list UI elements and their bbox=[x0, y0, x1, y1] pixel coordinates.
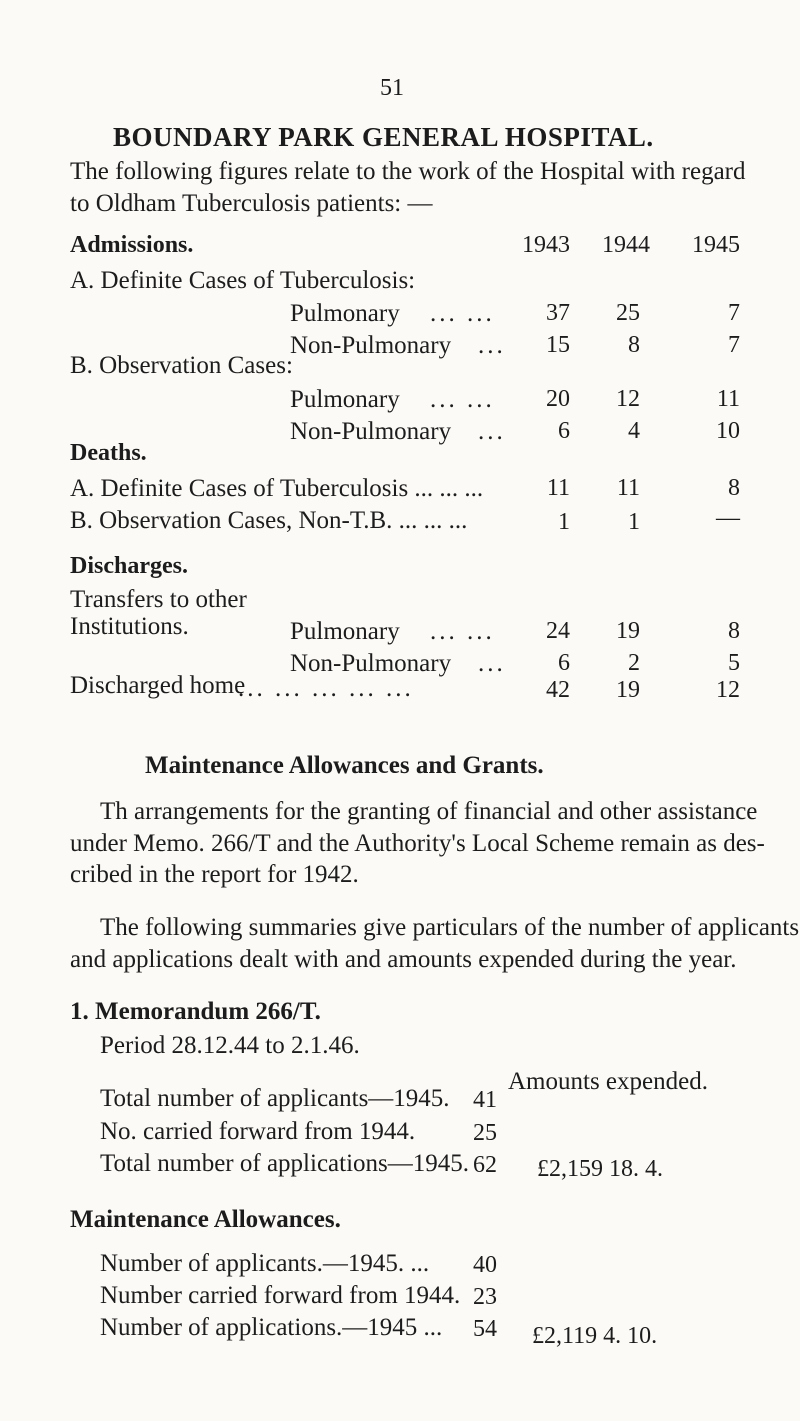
year-header-1945: 1945 bbox=[692, 232, 740, 258]
page-number: 51 bbox=[380, 75, 404, 101]
dis-row-1-1945: 8 bbox=[728, 618, 740, 644]
admissions-a-label: A. Definite Cases of Tuberculosis: bbox=[70, 267, 416, 294]
adm-row-4-1943: 6 bbox=[558, 418, 570, 444]
page-title: BOUNDARY PARK GENERAL HOSPITAL. bbox=[113, 122, 654, 152]
dis-row-1-1943: 24 bbox=[546, 618, 570, 644]
death-row-1-1943: 11 bbox=[546, 475, 570, 501]
memo-amount: £2,159 18. 4. bbox=[537, 1156, 663, 1182]
para1-line-1: Th arrangements for the granting of financial and other assistance bbox=[100, 798, 758, 825]
allow-amount: £2,119 4. 10. bbox=[532, 1323, 658, 1349]
year-header-1943: 1943 bbox=[522, 232, 570, 258]
allow-row-1-value: 40 bbox=[473, 1252, 497, 1278]
allow-row-2-value: 23 bbox=[473, 1284, 497, 1310]
death-row-2-1943: 1 bbox=[558, 509, 570, 535]
memo-period: Period 28.12.44 to 2.1.46. bbox=[100, 1032, 360, 1059]
adm-row-4-label: Non-Pulmonary bbox=[290, 418, 452, 445]
death-row-2-1945: — bbox=[716, 505, 740, 531]
memo-row-3-value: 62 bbox=[473, 1152, 497, 1178]
adm-row-3-1944: 12 bbox=[616, 386, 640, 412]
adm-row-1-1945: 7 bbox=[728, 300, 740, 326]
admissions-b-label: B. Observation Cases: bbox=[70, 352, 293, 379]
adm-row-2-label: Non-Pulmonary bbox=[290, 332, 452, 359]
dis-row-2-label: Non-Pulmonary bbox=[290, 650, 452, 677]
allow-row-1-label: Number of applicants.—1945. ... bbox=[100, 1250, 430, 1277]
memo-row-3-label: Total number of applications—1945. bbox=[100, 1150, 470, 1177]
amounts-heading: Amounts expended. bbox=[508, 1068, 708, 1095]
adm-row-3-label: Pulmonary bbox=[290, 386, 400, 413]
adm-row-2-1944: 8 bbox=[628, 332, 640, 358]
memo-row-1-label: Total number of applicants—1945. bbox=[100, 1085, 450, 1112]
adm-row-4-leader: ... bbox=[478, 418, 506, 445]
memo-row-2-value: 25 bbox=[473, 1120, 497, 1146]
adm-row-3-1945: 11 bbox=[716, 386, 740, 412]
dis-row-1-label: Pulmonary bbox=[290, 618, 400, 645]
maintenance-heading: Maintenance Allowances and Grants. bbox=[145, 752, 544, 779]
death-row-1-label: A. Definite Cases of Tuberculosis ... ... ... bbox=[70, 475, 484, 502]
adm-row-1-label: Pulmonary bbox=[290, 300, 400, 327]
para2-line-1: The following summaries give particulars of the number of applicants bbox=[100, 914, 800, 941]
para2-line-2: and applications dealt with and amounts expended during the year. bbox=[70, 946, 737, 973]
dis-row-3-1945: 12 bbox=[716, 677, 740, 703]
death-row-1-1944: 11 bbox=[616, 475, 640, 501]
transfers-label-1: Transfers to other bbox=[70, 586, 247, 613]
adm-row-2-1945: 7 bbox=[728, 332, 740, 358]
adm-row-2-leader: ... bbox=[478, 332, 506, 359]
adm-row-2-1943: 15 bbox=[546, 332, 570, 358]
year-header-1944: 1944 bbox=[602, 232, 650, 258]
death-row-2-1944: 1 bbox=[628, 509, 640, 535]
adm-row-1-leader: ... ... bbox=[430, 300, 495, 327]
dis-row-2-1944: 2 bbox=[628, 650, 640, 676]
discharged-home-label: Discharged home bbox=[70, 672, 246, 699]
adm-row-1-1944: 25 bbox=[616, 300, 640, 326]
dis-row-2-leader: ... bbox=[478, 650, 506, 677]
death-row-1-1945: 8 bbox=[728, 475, 740, 501]
memo-row-2-label: No. carried forward from 1944. bbox=[100, 1118, 416, 1145]
deaths-heading: Deaths. bbox=[70, 440, 147, 466]
adm-row-4-1945: 10 bbox=[716, 418, 740, 444]
intro-line-2: to Oldham Tuberculosis patients: — bbox=[70, 190, 433, 217]
memo-row-1-value: 41 bbox=[473, 1087, 497, 1113]
intro-line-1: The following figures relate to the work of the Hospital with regard bbox=[70, 158, 746, 185]
dis-row-1-1944: 19 bbox=[616, 618, 640, 644]
allowances-heading: Maintenance Allowances. bbox=[70, 1206, 341, 1233]
dis-row-3-1943: 42 bbox=[546, 677, 570, 703]
adm-row-3-1943: 20 bbox=[546, 386, 570, 412]
admissions-heading: Admissions. bbox=[70, 232, 194, 258]
dis-row-2-1945: 5 bbox=[728, 650, 740, 676]
discharges-heading: Discharges. bbox=[70, 553, 188, 579]
dis-row-1-leader: ... ... bbox=[430, 618, 495, 645]
death-row-2-label: B. Observation Cases, Non-T.B. ... ... ... bbox=[70, 507, 468, 534]
dis-row-3-1944: 19 bbox=[616, 677, 640, 703]
allow-row-3-value: 54 bbox=[473, 1316, 497, 1342]
discharged-home-leader: ... ... ... ... ... bbox=[238, 675, 414, 702]
memo-heading: 1. Memorandum 266/T. bbox=[70, 998, 321, 1025]
adm-row-3-leader: ... ... bbox=[430, 386, 495, 413]
transfers-label-2: Institutions. bbox=[70, 613, 189, 640]
adm-row-1-1943: 37 bbox=[546, 300, 570, 326]
allow-row-3-label: Number of applications.—1945 ... bbox=[100, 1314, 443, 1341]
dis-row-2-1943: 6 bbox=[558, 650, 570, 676]
allow-row-2-label: Number carried forward from 1944. bbox=[100, 1282, 461, 1309]
para1-line-2: under Memo. 266/T and the Authority's Local Scheme remain as des- bbox=[70, 830, 765, 857]
adm-row-4-1944: 4 bbox=[628, 418, 640, 444]
para1-line-3: cribed in the report for 1942. bbox=[70, 861, 359, 888]
